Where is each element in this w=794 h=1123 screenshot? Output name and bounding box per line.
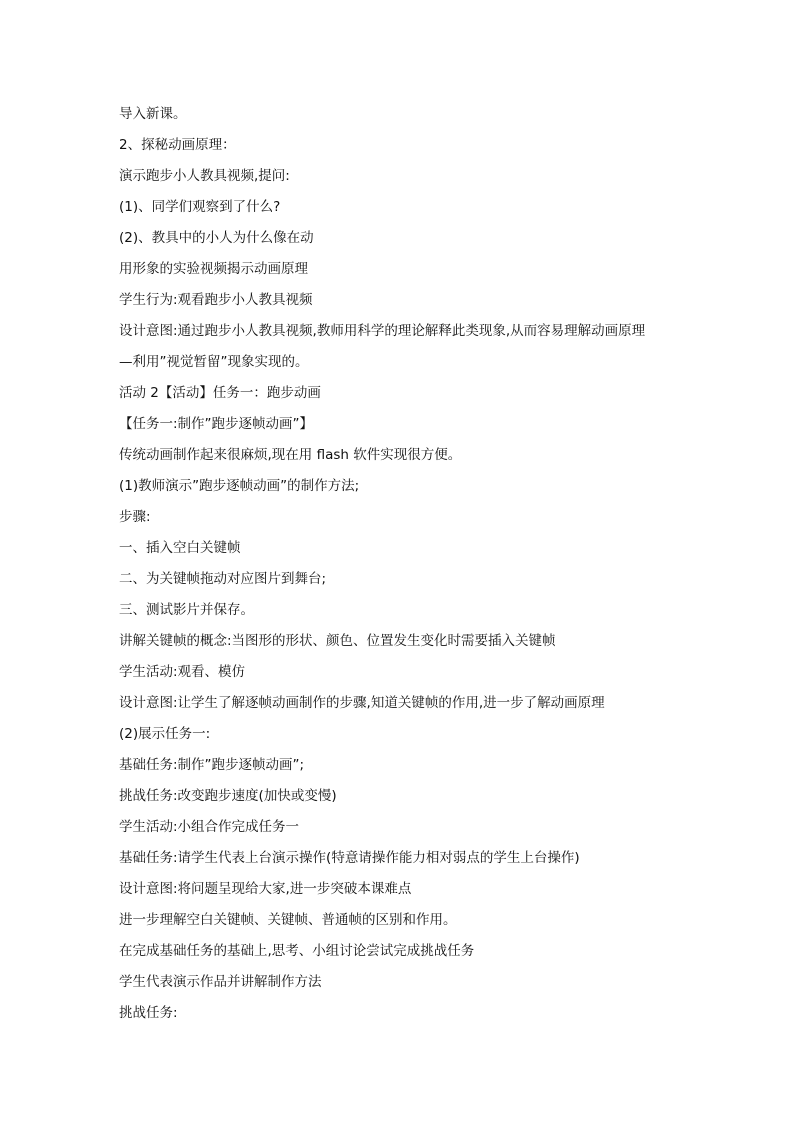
text-line: 传统动画制作起来很麻烦,现在用 flash 软件实现很方便。 <box>119 447 462 463</box>
text-line: 挑战任务:改变跑步速度(加快或变慢) <box>119 788 337 804</box>
question-item: (2)、教具中的小人为什么像在动 <box>119 230 314 246</box>
text-line: 挑战任务: <box>119 1005 178 1021</box>
text-line: 设计意图:将问题呈现给大家,进一步突破本课难点 <box>119 881 412 897</box>
text-line: 设计意图:通过跑步小人教具视频,教师用科学的理论解释此类现象,从而容易理解动画原理 <box>119 323 646 339</box>
text-line: 学生行为:观看跑步小人教具视频 <box>119 292 313 308</box>
text-line: 基础任务:请学生代表上台演示操作(特意请操作能力相对弱点的学生上台操作) <box>119 850 580 866</box>
step-item: 二、为关键帧拖动对应图片到舞台; <box>119 571 327 587</box>
text-line: 基础任务:制作”跑步逐帧动画”; <box>119 757 305 773</box>
text-line: (2)展示任务一: <box>119 726 211 742</box>
step-item: 三、测试影片并保存。 <box>119 602 254 618</box>
text-line: 步骤: <box>119 509 151 525</box>
text-line: 设计意图:让学生了解逐帧动画制作的步骤,知道关键帧的作用,进一步了解动画原理 <box>119 695 605 711</box>
task-heading: 【任务一:制作”跑步逐帧动画”】 <box>119 416 314 432</box>
text-line: 讲解关键帧的概念:当图形的形状、颜色、位置发生变化时需要插入关键帧 <box>119 633 556 649</box>
question-item: (1)、同学们观察到了什么? <box>119 199 281 215</box>
text-line: (1)教师演示”跑步逐帧动画”的制作方法; <box>119 478 360 494</box>
document-body <box>119 99 719 1029</box>
text-line: 进一步理解空白关键帧、关键帧、普通帧的区别和作用。 <box>119 912 457 928</box>
text-line: —利用”视觉暂留”现象实现的。 <box>119 354 309 370</box>
text-line: 学生活动:小组合作完成任务一 <box>119 819 300 835</box>
step-item: 一、插入空白关键帧 <box>119 540 241 556</box>
activity-heading: 活动 2【活动】任务一：跑步动画 <box>119 385 321 401</box>
text-line: 学生代表演示作品并讲解制作方法 <box>119 974 322 990</box>
text-line: 导入新课。 <box>119 106 187 122</box>
section-heading: 2、探秘动画原理： <box>119 137 236 153</box>
text-line: 在完成基础任务的基础上,思考、小组讨论尝试完成挑战任务 <box>119 943 475 959</box>
text-line: 演示跑步小人教具视频,提问: <box>119 168 290 184</box>
text-line: 学生活动:观看、模仿 <box>119 664 246 680</box>
text-line: 用形象的实验视频揭示动画原理 <box>119 261 308 277</box>
